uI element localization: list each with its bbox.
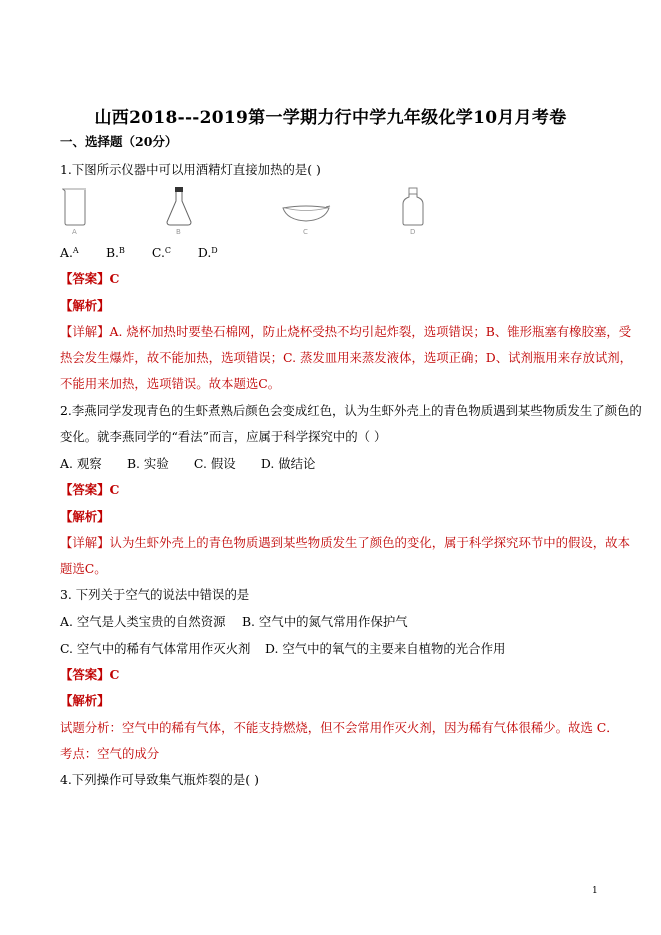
conical-flask-icon <box>164 186 194 236</box>
figure-letter-b: B <box>176 228 181 236</box>
document-title: 山西2018---2019第一学期力行中学九年级化学10月月考卷 <box>94 108 567 128</box>
option-a: A.$^A$ <box>60 245 79 260</box>
question-1-detail-line: 热会发生爆炸，故不能加热，选项错误；C. 蒸发皿用来蒸发液体，选项正确；D、试剂瓶用来存放试剂， <box>60 350 633 365</box>
question-3-answer: 【答案】C <box>60 667 120 682</box>
option-d: D. 空气中的氧气的主要来自植物的光合作用 <box>264 641 506 656</box>
question-1-stem: 1.下图所示仪器中可以用酒精灯直接加热的是( ) <box>60 162 321 177</box>
question-2-detail-line: 【详解】认为生虾外壳上的青色物质遇到某些物质发生了颜色的变化，属于科学探究环节中的假设，故本 <box>60 535 630 550</box>
question-3-detail-line: 考点：空气的成分 <box>60 746 160 761</box>
question-1-detail-line: 【详解】A. 烧杯加热时要垫石棉网，防止烧杯受热不均引起炸裂，选项错误；B、锥形瓶塞有橡胶塞，受 <box>60 324 632 339</box>
option-d: D.$^D$ <box>197 245 218 260</box>
option-b: B. 空气中的氮气常用作保护气 <box>241 614 408 629</box>
option-a: A. 观察 <box>60 456 102 471</box>
figure-letter-d: D <box>410 228 416 236</box>
option-b: B. 实验 <box>126 456 169 471</box>
option-a: A. 空气是人类宝贵的自然资源 <box>60 614 226 629</box>
question-3-stem: 3. 下列关于空气的说法中错误的是 <box>60 587 250 602</box>
reagent-bottle-icon <box>398 186 428 236</box>
option-c: C. 假设 <box>193 456 236 471</box>
question-1-options <box>60 244 240 262</box>
beaker-icon <box>60 186 90 236</box>
apparatus-figure <box>60 186 460 236</box>
question-3-detail-line: 试题分析：空气中的稀有气体，不能支持燃烧，但不会常用作灭火剂，因为稀有气体很稀少。故选 C． <box>60 720 619 735</box>
question-2-analysis-label: 【解析】 <box>60 509 110 524</box>
question-2-detail-line: 题选C。 <box>60 561 107 576</box>
question-2-stem: 2.李燕同学发现青色的生虾煮熟后颜色会变成红色，认为生虾外壳上的青色物质遇到某些物质发生了颜色的 <box>60 403 642 418</box>
option-c: C. 空气中的稀有气体常用作灭火剂 <box>60 641 251 656</box>
question-3-options-row-1 <box>60 613 408 631</box>
option-b: B.$^B$ <box>105 245 125 260</box>
question-1-detail-line: 不能用来加热，选项错误。故本题选C。 <box>60 376 281 391</box>
question-3-options-row-2 <box>60 640 505 658</box>
question-1-answer: 【答案】C <box>60 271 120 286</box>
question-4-stem: 4.下列操作可导致集气瓶炸裂的是( ) <box>60 772 259 787</box>
option-d: D. 做结论 <box>260 456 316 471</box>
figure-letter-a: A <box>72 228 77 236</box>
option-c: C.$^C$ <box>151 245 172 260</box>
section-heading: 一、选择题（20分） <box>60 134 178 149</box>
question-1-analysis-label: 【解析】 <box>60 298 110 313</box>
figure-letter-c: C <box>303 228 308 236</box>
question-2-answer: 【答案】C <box>60 482 120 497</box>
question-2-stem: 变化。就李燕同学的“看法”而言，应属于科学探究中的（ ） <box>60 429 387 444</box>
page-number: 1 <box>592 886 598 896</box>
evaporating-dish-icon <box>279 186 333 236</box>
question-3-analysis-label: 【解析】 <box>60 693 110 708</box>
question-2-options <box>60 455 331 473</box>
